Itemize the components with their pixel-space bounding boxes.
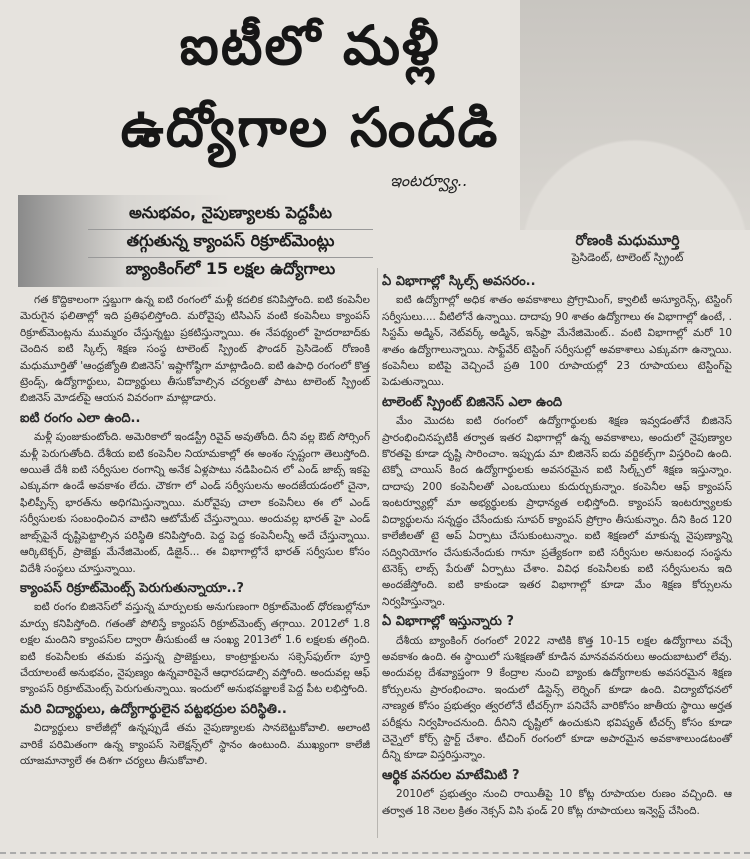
- right-column: [382, 270, 732, 821]
- interviewee-name: రోణంకి మధుమూర్తి: [575, 233, 680, 249]
- clipping-cut-line: [0, 852, 750, 854]
- paragraph: ఐటి ఉద్యోగాల్లో అధిక శాతం అవకాశాలు ప్రోగ్రామింగ్, క్వాలిటీ అస్యూరెన్స్, టెస్టింగ్ సర్వీసులు.... వీటిలోనే ఉన్నాయి. దాదాపు 90 శాతం ఉద్యోగాలు ఈ విభాగాల్లో ఉంటే, . సిస్టమ్ అడ్మిన్, నెట్‌వర్క్ అడ్మిన్, ఇన్‌ఫ్రా మేనేజిమెంట్.. వంటి విభాగాల్లో మరో 10 శాతం ఉద్యోగాలున్నాయి. సాఫ్ట్‌వేర్ టెస్టింగ్ సర్వీసుల్లో అవకాశాలు ఎక్కువగా ఉన్నాయి. కంపెనీలు ఐటిపై వెచ్చించే ప్రతి 100 రూపాయల్లో 23 రూపాయలు టెస్టింగ్‌పై పెడుతున్నాయి.: [382, 294, 732, 389]
- subheads-box: [18, 195, 373, 287]
- headline-line2: ఉద్యోగాల సందడి: [120, 96, 500, 159]
- interviewee-title: ప్రెసిడెంట్, టాలెంట్ స్ప్రింట్: [571, 251, 684, 264]
- paragraph: విద్యార్థులు కాలేజీల్లో ఉన్నప్పుడే తమ నైపుణ్యాలకు సానబెట్టుకోవాలి. అలాంటి వారికే పరిమితంగా ఉన్న క్యాంపస్ సెలెక్షన్స్‌లో స్థానం ఉంటుంది. ముఖ్యంగా కాలేజీ యాజమాన్యాలే ఈ దిశగా చర్యలు తీసుకోవాలి.: [20, 722, 370, 767]
- section-heading: మరి విద్యార్థులు, ఉద్యోగార్థులైన పట్టభద్రుల పరిస్థితి..: [20, 701, 287, 717]
- paragraph: ఐటి రంగం బిజినెస్‌లో వస్తున్న మార్పులకు అనుగుణంగా రిక్రూట్‌మెంట్ ధోరణుల్లోనూ మార్పు కనిపిస్తోంది. గతంతో పోలిస్తే క్యాంపస్ రిక్రూట్‌మెంట్స్ తగ్గాయి. 2012లో 1.8 లక్షల మందిని క్యాంపస్‌ల ద్వారా తీసుకుంటే ఆ సంఖ్య 2013లో 1.6 లక్షలకు తగ్గింది. ఐటి కంపెనీలకు తమకు వస్తున్న ప్రాజెక్టులు, కాంట్రాక్టులను సక్సెస్‌ఫుల్‌గా పూర్తి చేయాలంటే అనుభవం, నైపుణ్యం ఉన్నవారిపైనే ఆధారపడాల్సి వస్తోంది. అందువల్ల ఆఫ్ క్యాంపస్ రిక్రూట్‌మెంట్స్ పెరుగుతున్నాయి. ఇందులో అనుభవజ్ఞులకే పెద్ద పీట లభిస్తోంది.: [20, 601, 370, 696]
- paragraph: మేం మొదట ఐటి రంగంలో ఉద్యోగార్థులకు శిక్షణ ఇవ్వడంతోనే బిజినెస్ ప్రారంభించినప్పటికీ తర్వాత ఇతర విభాగాల్లో ఉన్న అవకాశాలు, అందులో నైపుణ్యాల కొరతపై కూడా దృష్టి సారించాం. ఇప్పుడు మా బిజినెస్ ఐదు వర్టికల్స్‌గా విస్తరించి ఉంది. టెక్నో చాయిస్ కింద ఉద్యోగార్థులకు అవసరమైన ఐటి సిల్క్స్‌లో శిక్షణ ఇస్తున్నాం. దాదాపు 200 కంపెనీలతో ఎంఒయులు కుదుర్చుకున్నాం. కంపెనీల ఆఫ్ క్యాంపస్ ఇంటర్వ్యూల్లో మా అభ్యర్థులకు ప్రాధాన్యత లభిస్తోంది. క్యాంపస్ ఇంటర్వ్యూలకు విద్యార్థులను సన్నద్ధం చేసేందుకు సూపర్ క్యాంపస్ ప్రోగ్రాం తీసుకున్నాం. దీని కింద 120 కాలేజీలతో టై అప్ ఏర్పాటు చేసుకుంటున్నాం. ఐటి శిక్షణలో మాకున్న నైపుణ్యాన్ని సద్వినియోగం చేసుకునేందుకు గానూ ప్రత్యేకంగా ఐటి సర్వీసుల అనుబంధ సంస్థను టెనెక్స్ లాబ్స్ పేరుతో ఏర్పాటు చేశాం. వివిధ కంపెనీలకు ఐటి సర్వీసులను ఇది అందజేస్తోంది. ఐటి కాకుండా ఇతర విభాగాల్లో కూడా మేం శిక్షణ కోర్సులను నిర్వహిస్తున్నాం.: [382, 415, 732, 608]
- subhead: తగ్గుతున్న క్యాంపస్ రిక్రూట్‌మెంట్లు: [88, 231, 373, 258]
- paragraph: దేశీయ బ్యాంకింగ్ రంగంలో 2022 నాటికి కొత్త 10-15 లక్షల ఉద్యోగాలు వచ్చే అవకాశం ఉంది. ఈ స్థాయిలో సుశిక్షణతో కూడిన మానవవనరులు అందుబాటులో లేవు. అందువల్ల దేశవ్యాప్తంగా 9 కేంద్రాల నుంచి బ్యాంకు ఉద్యోగాలకు అవసరమైన శిక్షణ కోర్సులను ప్రారంభించాం. ఇందులో డిస్టెన్స్ లెర్నింగ్ కూడా ఉంది. విద్యాబోధనలో నాణ్యత కోసం ప్రభుత్వం త్వరలోనే టీచర్స్‌గా పనిచేసే వారికోసం జాతీయ స్థాయి అర్హత పరీక్షను నిర్వహించనుంది. దీనిని దృష్టిలో ఉంచుకుని భవిష్యత్ టీచర్స్ కోసం కూడా చెన్నైలో కోర్స్ స్టార్ట్ చేశాం. టీచింగ్ రంగంలో కూడా అపారమైన అవకాశాలుండటంతో దీన్ని కూడా విస్తరిస్తున్నాం.: [382, 634, 732, 762]
- headline: [105, 5, 515, 169]
- left-column: [20, 292, 370, 771]
- section-heading: ఏ విభాగాల్లో ఇస్తున్నారు ?: [382, 614, 514, 630]
- interview-badge: ఇంటర్వ్యూ..: [390, 171, 468, 190]
- section-heading: ఆర్థిక వనరుల మాటేమిటి ?: [382, 767, 520, 783]
- section-heading: ఐటి రంగం ఎలా ఉంది..: [20, 410, 141, 426]
- paragraph: గత కొద్దికాలంగా స్తబ్దుగా ఉన్న ఐటి రంగంలో మళ్లీ కదలిక కనిపిస్తోంది. ఐటి కంపెనీల మెరుగైన ఫలితాల్లో ఇది ప్రతిఫలిస్తోంది. మరోవైపు టిసిఎస్ వంటి కంపెనీలు క్యాంపస్ రిక్రూట్‌మెంట్లను ముమ్మరం చేస్తున్నట్టు ప్రకటిస్తున్నాయి. ఈ నేపథ్యంలో హైదరాబాద్‌కు చెందిన ఐటి స్కిల్స్ శిక్షణ సంస్థ టాలెంట్ స్ప్రింట్ ఫౌండర్ ప్రెసిడెంట్ రోణంకి మధుమూర్తితో 'ఆంధ్రజ్యోతి బిజినెస్' ఇష్టాగోష్ఠిగా మాట్లాడింది. ఐటి ఉపాధి రంగంలో కొత్త ట్రెండ్స్, ఉద్యోగార్థులు, విద్యార్థులు తీసుకోవాల్సిన చర్యలతో పాటు టాలెంట్ స్ప్రింట్ బిజినెస్ మోడల్‌పై ఆయన వివరంగా మాట్లాడారు.: [20, 294, 370, 405]
- headline-line1: ఐటీలో మళ్లీ: [179, 14, 441, 77]
- interviewee-photo: [520, 0, 750, 230]
- section-heading: క్యాంపస్ రిక్రూట్‌మెంట్స్ పెరుగుతున్నాయా..?: [20, 580, 244, 596]
- paragraph: 2010లో ప్రభుత్వం నుంచి రాయితీపై 10 కోట్ల రూపాయల రుణం వచ్చింది. ఆ తర్వాత 18 నెలల క్రితం నెక్సస్ విసి ఫండ్ 20 కోట్ల రూపాయలు ఇన్వెస్ట్ చేసింది.: [382, 788, 732, 817]
- paragraph: మళ్లీ పుంజుకుంటోంది. అమెరికాలో ఇండస్ట్రీ రివైవ్ అవుతోంది. దీని వల్ల ఔట్ సోర్సింగ్ మళ్లీ పెరుగుతోంది. దేశీయ ఐటి కంపెనీల నియామకాల్లో ఈ అంశం స్పష్టంగా తెలుస్తోంది. అయితే దేశీ ఐటి సర్వీసుల రంగాన్ని అనేక ఏళ్లపాటు నడిపించిన లో ఎండ్ జాబ్స్ ఇకపై ఎక్కువగా ఉండే అవకాశం లేదు. చౌకగా లో ఎండ్ సర్వీసులను అందజేయడంలో చైనా, ఫిలిప్పీన్స్ భారత్‌ను అధిగమిస్తున్నాయి. మరోవైపు చాలా కంపెనీలు ఈ లో ఎండ్ సర్వీసులకు సంబంధించిన వాటిని ఆటోమేట్ చేస్తున్నాయి. అందువల్ల భారత్ హై ఎండ్ జాబ్స్‌పైనే దృష్టిపెట్టాల్సిన పరిస్థితి కనిపిస్తోంది. పెద్ద పెద్ద కంపెనీలన్నీ అదే చేస్తున్నాయి. ఆర్కిటెక్చర్, ప్రాజెక్టు మేనేజిమెంట్, డిజైన్... ఈ విభాగాల్లోనే భారత్ సర్వీసుల కోసం విదేశీ సంస్థలు చూస్తున్నాయి.: [20, 431, 370, 575]
- subhead: బ్యాంకింగ్‌లో 15 లక్షల ఉద్యోగాలు: [125, 259, 336, 278]
- subhead: అనుభవం, నైపుణ్యాలకు పెద్దపీట: [88, 203, 373, 230]
- column-divider: [377, 268, 378, 838]
- section-heading: ఏ విభాగాల్లో స్కిల్స్ అవసరం..: [382, 274, 536, 289]
- section-heading: టాలెంట్ స్ప్రింట్ బిజినెస్ ఎలా ఉంది: [382, 394, 563, 410]
